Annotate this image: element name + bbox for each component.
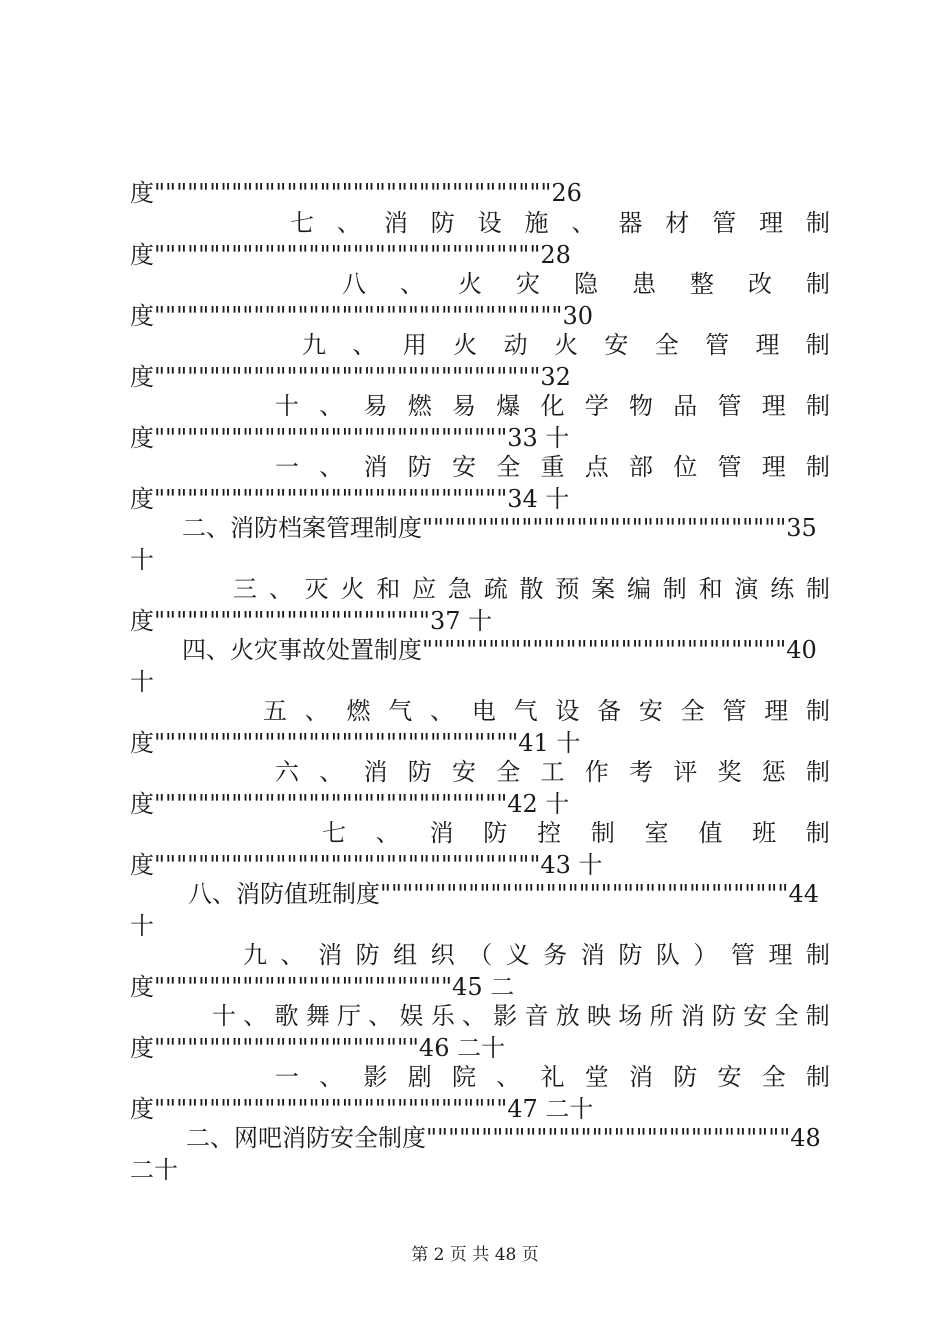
toc-char: 、 [462, 1002, 486, 1030]
toc-char: 队 [655, 941, 680, 969]
toc-line: 二十 [130, 1156, 178, 1184]
toc-char: 娱 [399, 1002, 424, 1030]
page-footer: 第 2 页 共 48 页 [411, 1245, 539, 1265]
toc-char: 安 [638, 697, 663, 725]
toc-entry-title [130, 574, 830, 604]
toc-char: 防 [355, 941, 380, 969]
toc-line: 度"""""""""""""""""""""""""""45 二 [130, 973, 515, 1001]
toc-char: 施 [524, 209, 549, 237]
toc-char: 易 [363, 392, 388, 420]
toc-char: 理 [755, 331, 780, 359]
toc-char: 务 [543, 941, 568, 969]
toc-char: 剧 [407, 1063, 432, 1091]
toc-char: 全 [496, 453, 521, 481]
toc-char: 气 [513, 697, 538, 725]
toc-char: 设 [555, 697, 580, 725]
toc-char: 惩 [761, 758, 786, 786]
toc-char: 灭 [304, 575, 329, 603]
toc-char: 控 [537, 819, 562, 847]
toc-char: 五 [263, 697, 287, 725]
toc-char: 预 [555, 575, 580, 603]
toc-line: 度"""""""""""""""""""""""""37 十 [130, 607, 493, 635]
toc-char: 全 [654, 331, 679, 359]
toc-entry-title [130, 1062, 830, 1092]
toc-char: 、 [336, 209, 361, 237]
toc-entry-title [130, 940, 830, 970]
toc-char: 织 [430, 941, 455, 969]
toc-char: 全 [774, 1002, 799, 1030]
toc-char: 评 [673, 758, 698, 786]
toc-char: 音 [524, 1002, 549, 1030]
toc-char: 制 [805, 331, 830, 359]
toc-char: 制 [662, 575, 687, 603]
toc-line: 度""""""""""""""""""""""""""""""""33 十 [130, 424, 570, 452]
toc-char: 练 [770, 575, 795, 603]
toc-char: 七 [290, 209, 314, 237]
toc-char: 十 [275, 392, 299, 420]
toc-char: 理 [764, 697, 789, 725]
toc-char: 火 [453, 331, 478, 359]
toc-line: 度""""""""""""""""""""""""46 二十 [130, 1034, 506, 1062]
toc-line: 度"""""""""""""""""""""""""""""""""41 十 [130, 729, 581, 757]
toc-line: 度"""""""""""""""""""""""""""""""""""32 [130, 363, 571, 391]
toc-char: 舞 [305, 1002, 330, 1030]
toc-char: 理 [761, 392, 786, 420]
toc-char: 制 [590, 819, 615, 847]
toc-char: 管 [722, 697, 747, 725]
toc-line: 度"""""""""""""""""""""""""""""""""""43 十 [130, 851, 603, 879]
toc-char: 、 [496, 1063, 521, 1091]
toc-char: 消 [318, 941, 343, 969]
toc-char: 急 [447, 575, 472, 603]
toc-char: 品 [673, 392, 698, 420]
toc-char: 备 [597, 697, 622, 725]
toc-entry-title [130, 696, 830, 726]
toc-line: 二、消防档案管理制度"""""""""""""""""""""""""""""""""35 [182, 514, 817, 542]
toc-entry-title [130, 818, 830, 848]
toc-char: 义 [505, 941, 530, 969]
toc-line: 度"""""""""""""""""""""""""""""""""""""30 [130, 302, 593, 330]
toc-char: 制 [806, 575, 830, 603]
toc-char: 燃 [346, 697, 371, 725]
toc-char: 消 [580, 941, 605, 969]
toc-char: 编 [626, 575, 651, 603]
toc-char: 理 [759, 209, 784, 237]
toc-char: 应 [412, 575, 437, 603]
toc-char: （ [468, 941, 493, 969]
toc-char: 设 [477, 209, 502, 237]
toc-line: 十 [130, 668, 154, 696]
toc-char: 全 [761, 1063, 786, 1091]
toc-char: 影 [493, 1002, 518, 1030]
toc-char: 安 [743, 1002, 768, 1030]
toc-char: 安 [452, 758, 476, 786]
toc-char: 理 [761, 453, 786, 481]
toc-entry-title [130, 269, 830, 299]
toc-char: 六 [275, 758, 299, 786]
toc-char: 九 [243, 941, 267, 969]
toc-char: 全 [496, 758, 521, 786]
toc-char: 用 [402, 331, 427, 359]
toc-char: 制 [805, 941, 830, 969]
toc-line: 二、网吧消防安全制度"""""""""""""""""""""""""""""""""48 [186, 1124, 821, 1152]
toc-char: 、 [268, 575, 293, 603]
toc-char: 歌 [274, 1002, 299, 1030]
toc-char: 安 [452, 453, 476, 481]
toc-char: 礼 [540, 1063, 565, 1091]
toc-char: 安 [717, 1063, 742, 1091]
toc-char: 材 [665, 209, 690, 237]
toc-char: 一 [275, 453, 299, 481]
toc-char: 管 [717, 392, 742, 420]
toc-line: 度""""""""""""""""""""""""""""""""34 十 [130, 485, 570, 513]
toc-line: 度""""""""""""""""""""""""""""""""""""26 [130, 179, 582, 207]
toc-line: 度""""""""""""""""""""""""""""""""42 十 [130, 790, 570, 818]
toc-char: 管 [712, 209, 737, 237]
toc-entry-title [130, 330, 830, 360]
toc-char: 案 [591, 575, 616, 603]
toc-char: 九 [302, 331, 326, 359]
toc-char: 堂 [584, 1063, 609, 1091]
toc-char: 燃 [407, 392, 432, 420]
toc-char: 防 [618, 941, 643, 969]
toc-char: 院 [452, 1063, 476, 1091]
toc-entry-title [130, 1001, 830, 1031]
toc-char: 散 [519, 575, 544, 603]
toc-char: 和 [698, 575, 723, 603]
toc-char: 室 [644, 819, 669, 847]
toc-char: 组 [393, 941, 418, 969]
toc-char: 隐 [574, 270, 598, 298]
toc-char: 防 [483, 819, 508, 847]
toc-char: 厅 [337, 1002, 361, 1030]
toc-line: 八、消防值班制度"""""""""""""""""""""""""""""""""""""44 [188, 880, 819, 908]
toc-char: 安 [604, 331, 629, 359]
toc-line: 度"""""""""""""""""""""""""""""""""""28 [130, 241, 571, 269]
toc-char: 映 [587, 1002, 611, 1030]
toc-char: 整 [690, 270, 714, 298]
toc-char: 、 [319, 453, 344, 481]
toc-char: 爆 [496, 392, 521, 420]
toc-char: 奖 [717, 758, 742, 786]
toc-char: 电 [471, 697, 496, 725]
toc-char: 班 [752, 819, 777, 847]
toc-line: 度""""""""""""""""""""""""""""""""47 二十 [130, 1095, 594, 1123]
toc-char: 制 [805, 819, 830, 847]
toc-char: 八 [342, 270, 366, 298]
toc-char: 制 [806, 453, 830, 481]
toc-char: 火 [458, 270, 482, 298]
toc-char: 防 [430, 209, 455, 237]
toc-char: 全 [680, 697, 705, 725]
toc-char: 制 [805, 697, 830, 725]
toc-entry-title [130, 391, 830, 421]
toc-char: 消 [383, 209, 408, 237]
toc-char: 影 [363, 1063, 388, 1091]
toc-char: 值 [698, 819, 723, 847]
toc-char: 、 [375, 819, 400, 847]
toc-char: 制 [806, 758, 830, 786]
toc-char: 防 [712, 1002, 736, 1030]
toc-char: 放 [555, 1002, 580, 1030]
toc-char: 消 [363, 758, 388, 786]
toc-char: 灾 [516, 270, 540, 298]
toc-char: 十 [212, 1002, 236, 1030]
toc-char: 、 [400, 270, 424, 298]
toc-char: 点 [584, 453, 609, 481]
toc-char: 、 [319, 392, 344, 420]
toc-char: 消 [629, 1063, 653, 1091]
toc-line: 四、火灾事故处置制度"""""""""""""""""""""""""""""""""40 [182, 636, 817, 664]
toc-char: 三 [233, 575, 257, 603]
toc-char: 防 [407, 453, 432, 481]
toc-char: 患 [632, 270, 656, 298]
toc-char: 制 [806, 270, 830, 298]
toc-char: 场 [618, 1002, 643, 1030]
toc-char: 、 [430, 697, 455, 725]
toc-char: 所 [649, 1002, 674, 1030]
toc-char: 物 [629, 392, 653, 420]
toc-entry-title [130, 452, 830, 482]
toc-char: 火 [340, 575, 365, 603]
toc-char: 气 [388, 697, 413, 725]
toc-char: 作 [584, 758, 609, 786]
toc-char: 消 [363, 453, 388, 481]
toc-char: 疏 [483, 575, 508, 603]
toc-char: 、 [280, 941, 305, 969]
toc-char: 七 [322, 819, 346, 847]
toc-char: 理 [768, 941, 793, 969]
toc-char: 消 [680, 1002, 705, 1030]
toc-char: 管 [730, 941, 755, 969]
toc-char: 和 [376, 575, 401, 603]
toc-char: 易 [452, 392, 476, 420]
toc-char: ） [693, 941, 718, 969]
toc-char: 器 [618, 209, 643, 237]
toc-char: 、 [368, 1002, 393, 1030]
toc-char: 制 [806, 1063, 830, 1091]
toc-char: 重 [540, 453, 565, 481]
toc-char: 制 [805, 1002, 830, 1030]
toc-char: 、 [243, 1002, 268, 1030]
toc-char: 学 [584, 392, 609, 420]
toc-char: 动 [503, 331, 528, 359]
toc-char: 制 [806, 392, 830, 420]
toc-char: 防 [407, 758, 432, 786]
toc-char: 工 [540, 758, 565, 786]
toc-line: 十 [130, 912, 154, 940]
toc-char: 乐 [430, 1002, 455, 1030]
toc-char: 、 [352, 331, 377, 359]
toc-char: 管 [717, 453, 742, 481]
toc-char: 位 [673, 453, 698, 481]
toc-entry-title [130, 208, 830, 238]
toc-char: 一 [275, 1063, 299, 1091]
toc-char: 防 [673, 1063, 698, 1091]
toc-char: 管 [705, 331, 730, 359]
toc-char: 、 [319, 758, 344, 786]
toc-char: 演 [734, 575, 759, 603]
toc-entry-title [130, 757, 830, 787]
toc-char: 化 [540, 392, 565, 420]
toc-line: 十 [130, 546, 154, 574]
toc-char: 火 [553, 331, 578, 359]
toc-char: 消 [429, 819, 454, 847]
toc-char: 部 [629, 453, 653, 481]
toc-char: 改 [748, 270, 772, 298]
toc-char: 制 [805, 209, 830, 237]
toc-char: 、 [319, 1063, 344, 1091]
toc-char: 考 [629, 758, 653, 786]
toc-char: 、 [571, 209, 596, 237]
toc-char: 、 [304, 697, 329, 725]
